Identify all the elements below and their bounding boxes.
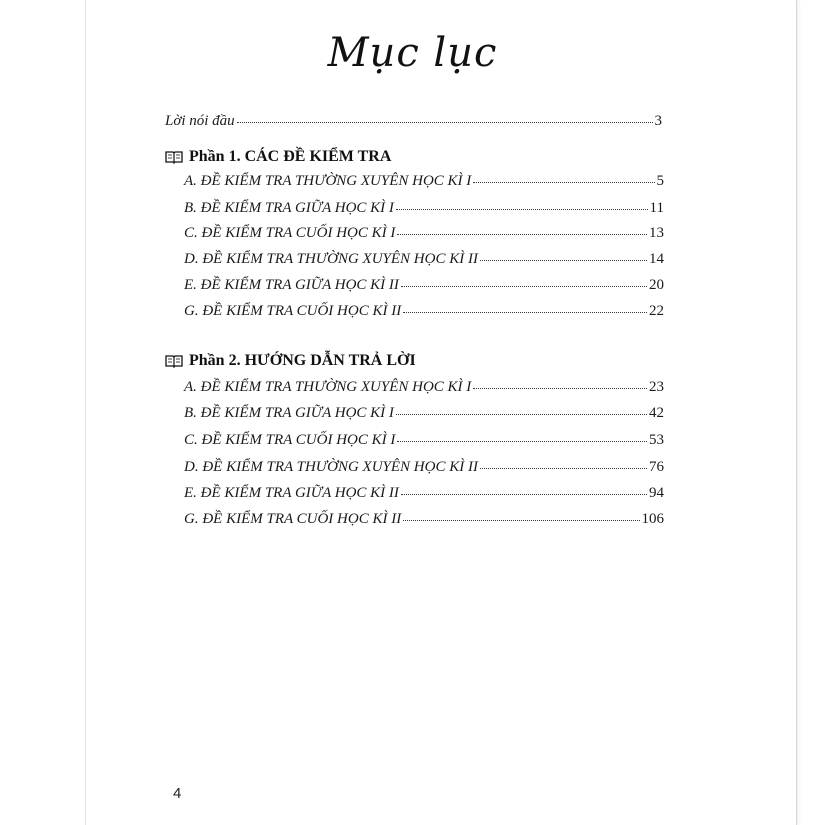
dot-leader: [397, 440, 647, 442]
toc-entry-page: 106: [641, 511, 664, 527]
dot-leader: [403, 311, 647, 313]
toc-entry-label: G. ĐỀ KIỂM TRA CUỐI HỌC KÌ II: [184, 511, 402, 527]
toc-entry-label: A. ĐỀ KIỂM TRA THƯỜNG XUYÊN HỌC KÌ I: [184, 173, 472, 189]
part-2-heading: [165, 352, 416, 370]
page-number: 4: [173, 785, 182, 802]
dot-leader: [403, 519, 639, 521]
toc-entry-page: 5: [656, 173, 664, 189]
dot-leader: [401, 493, 647, 495]
part-heading-text: Phần 2. HƯỚNG DẪN TRẢ LỜI: [189, 352, 416, 369]
toc-entry-page: 11: [649, 200, 664, 216]
toc-entry-page: 14: [649, 251, 664, 267]
toc-entry-label: E. ĐỀ KIỂM TRA GIỮA HỌC KÌ II: [184, 485, 399, 501]
toc-entry-label: E. ĐỀ KIỂM TRA GIỮA HỌC KÌ II: [184, 277, 399, 293]
toc-entry: [184, 432, 664, 449]
toc-entry-page: 94: [649, 485, 664, 501]
part-heading-text: Phần 1. CÁC ĐỀ KIỂM TRA: [189, 148, 392, 165]
toc-entry-page: 22: [649, 303, 664, 319]
dot-leader: [396, 413, 647, 415]
toc-entry-label: D. ĐỀ KIỂM TRA THƯỜNG XUYÊN HỌC KÌ II: [184, 459, 478, 475]
toc-entry: [184, 379, 664, 396]
page-title: Mục lục: [327, 30, 498, 76]
toc-entry: [184, 405, 664, 422]
dot-leader: [473, 181, 654, 183]
dot-leader: [397, 233, 647, 235]
toc-entry: [184, 485, 664, 502]
toc-entry-page: 13: [649, 225, 664, 241]
toc-entry-label: C. ĐỀ KIỂM TRA CUỐI HỌC KÌ I: [184, 432, 396, 448]
toc-entry: [184, 225, 664, 242]
toc-entry-page: 76: [649, 459, 664, 475]
toc-entry-page: 42: [649, 405, 664, 421]
part-1-heading: [165, 148, 391, 166]
toc-entry-foreword: [165, 113, 662, 130]
toc-entry: [184, 303, 664, 320]
toc-entry: [184, 459, 664, 476]
toc-entry-page: 20: [649, 277, 664, 293]
dot-leader: [480, 467, 647, 469]
toc-entry-page: 23: [649, 379, 664, 395]
toc-entry-label: C. ĐỀ KIỂM TRA CUỐI HỌC KÌ I: [184, 225, 396, 241]
toc-entry: [184, 200, 664, 217]
book-icon: [165, 354, 183, 368]
dot-leader: [237, 121, 653, 123]
toc-entry-label: D. ĐỀ KIỂM TRA THƯỜNG XUYÊN HỌC KÌ II: [184, 251, 478, 267]
toc-entry: [184, 511, 664, 528]
toc-entry-label: B. ĐỀ KIỂM TRA GIỮA HỌC KÌ I: [184, 200, 394, 216]
dot-leader: [473, 387, 647, 389]
toc-entry: [184, 277, 664, 294]
toc-entry-label: A. ĐỀ KIỂM TRA THƯỜNG XUYÊN HỌC KÌ I: [184, 379, 472, 395]
toc-entry-page: 3: [654, 113, 662, 129]
toc-entry: [184, 251, 664, 268]
toc-entry-label: B. ĐỀ KIỂM TRA GIỮA HỌC KÌ I: [184, 405, 394, 421]
dot-leader: [396, 208, 648, 210]
toc-entry: [184, 173, 664, 190]
dot-leader: [401, 285, 647, 287]
dot-leader: [480, 259, 647, 261]
toc-entry-label: G. ĐỀ KIỂM TRA CUỐI HỌC KÌ II: [184, 303, 402, 319]
book-icon: [165, 150, 183, 164]
toc-entry-label: Lời nói đầu: [165, 113, 235, 129]
toc-entry-page: 53: [649, 432, 664, 448]
